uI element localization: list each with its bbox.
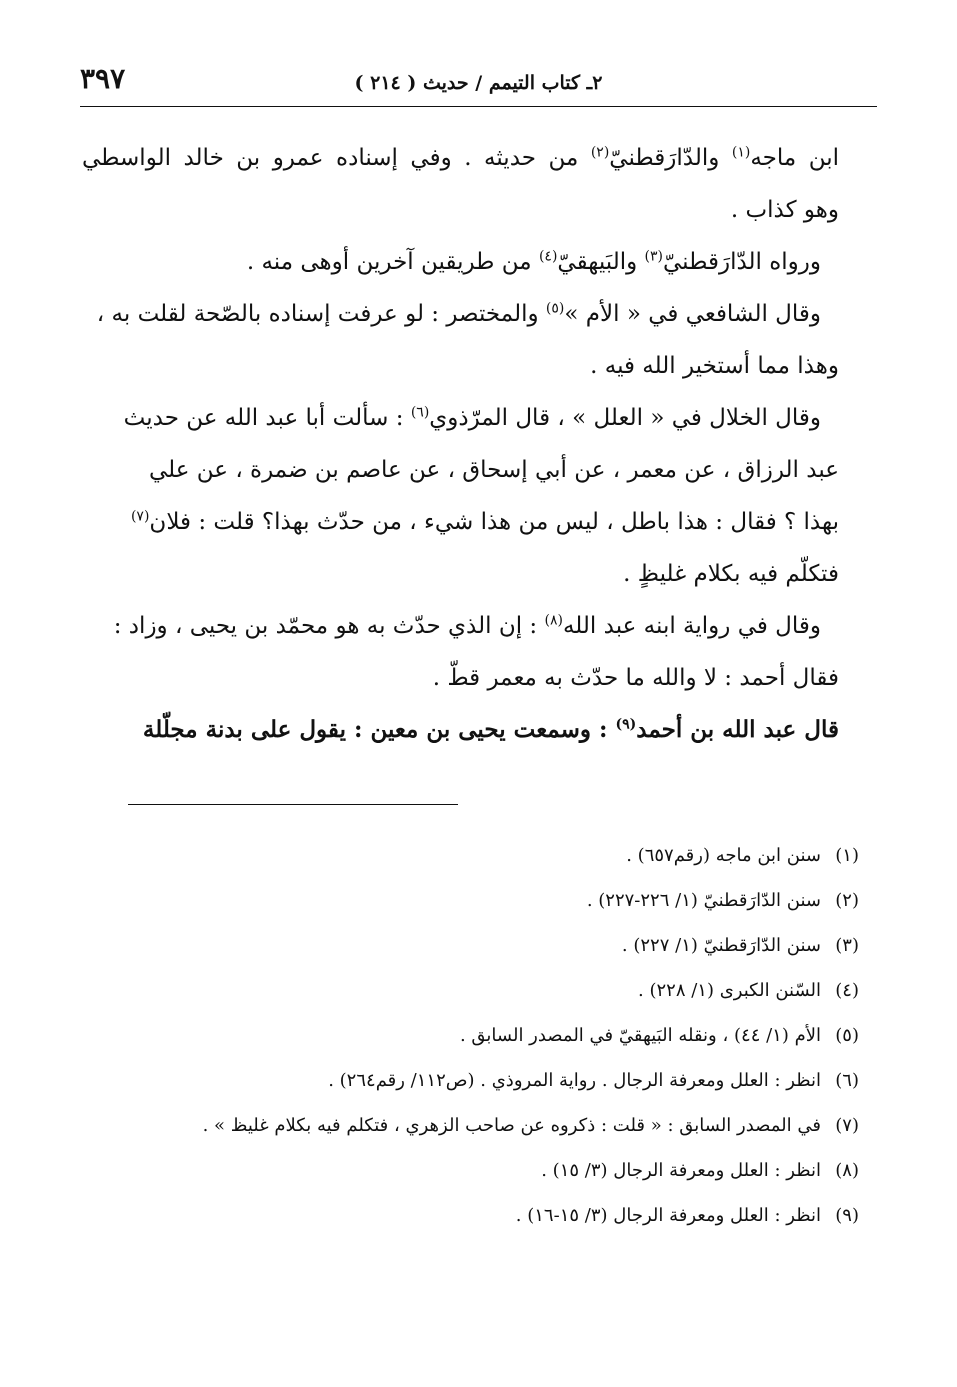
footnote-number: (٦) — [835, 1070, 859, 1091]
text-line: ورواه الدّارَقطنيّ$^{(٣)}$ والبَيهقيّ$^{(٤)}$ من طريقين آخرين أوهى منه . — [246, 248, 821, 275]
running-title: ٢ـ كتاب التيمم / حديث ( ٢١٤ ) — [354, 72, 603, 94]
footnote — [460, 1016, 859, 1056]
page-number: ٣٩٧ — [80, 62, 126, 95]
text-line: بهذا ؟ فقال : هذا باطل ، ليس من هذا شيء ، من حدّث بهذا؟ قلت : فلان$^{(٧)}$ — [130, 508, 839, 535]
footnote-ref: (١) — [731, 144, 751, 161]
footnote-number: (٤) — [835, 980, 859, 1001]
text-line: وقال الخلال في « العلل » ، قال المرّذوي$^{(٦)}$ : سألت أبا عبد الله عن حديث — [123, 404, 821, 431]
footnote-ref: (٦) — [410, 404, 430, 421]
footnote — [328, 1061, 859, 1101]
text-line: وهو كذاب . — [730, 197, 839, 223]
footnote-text: سنن الدّارَقطنيّ (١/ ٢٢٧) . — [621, 935, 821, 956]
text-line: وهذا مما أستخير الله فيه . — [590, 353, 839, 379]
footnote-number: (٥) — [835, 1025, 859, 1046]
text-line: وقال في رواية ابنه عبد الله$^{(٨)}$ : إن الذي حدّث به هو محمّد بن يحيى ، وزاد : — [113, 612, 821, 639]
footnote-text: انظر : العلل ومعرفة الرجال (٣/ ١٥-١٦) . — [515, 1205, 821, 1226]
footnote-ref: (٩) — [615, 716, 637, 733]
footnote-ref: (٤) — [538, 248, 558, 265]
footnote-text: السّنن الكبرى (١/ ٢٢٨) . — [638, 980, 821, 1001]
text-line: قال عبد الله بن أحمد$^{(٩)}$ : وسمعت يحيى بن معين : يقول على بدنة مجلّلة — [142, 716, 839, 743]
footnote — [516, 1196, 859, 1236]
text-line: ابن ماجه$^{(١)}$ والدّارَقطنيّ$^{(٢)}$ من حديثه . وفي إسناده عمرو بن خالد الواسطي — [82, 144, 840, 171]
page-header — [80, 62, 877, 106]
footnote-ref: (٨) — [544, 612, 563, 629]
footnote-ref: (٥) — [545, 300, 565, 317]
text-line: فقال أحمد : لا والله ما حدّث به معمر قطّ . — [432, 665, 839, 691]
text-line: فتكلّم فيه بكلام غليظٍ . — [623, 561, 839, 587]
footnote — [203, 1106, 859, 1146]
footnote-number: (١) — [835, 845, 859, 866]
footnote-number: (٧) — [835, 1115, 859, 1136]
footnote — [587, 881, 859, 921]
footnote-ref: (٢) — [590, 144, 610, 161]
footnote-number: (٢) — [835, 890, 859, 911]
footnote — [626, 836, 859, 876]
footnote-number: (٣) — [835, 935, 859, 956]
header-rule — [80, 106, 877, 107]
footnote-ref: (٧) — [130, 508, 150, 525]
footnote — [541, 1151, 859, 1191]
footnote-number: (٩) — [835, 1205, 859, 1226]
footnote-separator — [128, 804, 458, 805]
text-line: وقال الشافعي في « الأم »$^{(٥)}$ والمختصر : لو عرفت إسناده بالصّحة لقلت به ، — [96, 300, 821, 327]
footnote-text: انظر : العلل ومعرفة الرجال (٣/ ١٥) . — [541, 1160, 821, 1181]
footnote-text: سنن الدّارَقطنيّ (١/ ٢٢٦-٢٢٧) . — [586, 890, 821, 911]
footnote — [622, 926, 859, 966]
footnote-ref: (٣) — [644, 248, 663, 265]
footnote-text: الأم (١/ ٤٤) ، ونقله البَيهقيّ في المصدر السابق . — [459, 1025, 821, 1046]
footnote-text: في المصدر السابق : « قلت : ذكروه عن صاحب الزهري ، فتكلم فيه بكلام غليظ » . — [202, 1115, 821, 1136]
text-line: عبد الرزاق ، عن معمر ، عن أبي إسحاق ، عن عاصم بن ضمرة ، عن علي — [148, 457, 839, 483]
footnote-number: (٨) — [835, 1160, 859, 1181]
footnote — [638, 971, 859, 1011]
footnote-text: سنن ابن ماجه (رقم٦٥٧) . — [626, 845, 821, 866]
footnote-text: انظر : العلل ومعرفة الرجال . رواية المروذي . (ص١١٢/ رقم٢٦٤) . — [328, 1070, 821, 1091]
